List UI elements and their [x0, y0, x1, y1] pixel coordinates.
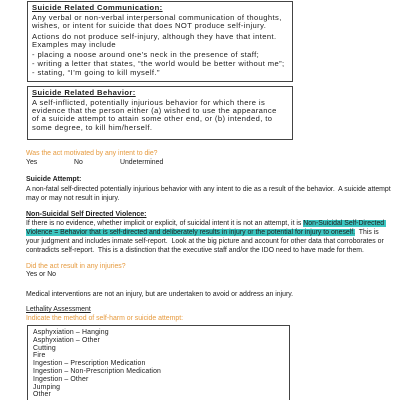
- method-item: Ingestion – Other: [33, 375, 89, 383]
- text-line: evidence that the person either (a) wished to use the appearance: [32, 106, 277, 116]
- suicide-attempt-definition: A non-fatal self-directed potentially injurious behavior with any intent to die as a result of the behavior. A suicide attempt may or may not result in injury.: [26, 185, 393, 202]
- list-item: - placing a noose around one’s neck in the presence of staff;: [32, 50, 260, 60]
- method-list-box: [27, 325, 290, 400]
- suicide-related-communication-box: [27, 1, 293, 82]
- text-line: some degree, to kill him/herself.: [32, 122, 153, 132]
- method-item: Fire: [33, 352, 46, 360]
- method-item: Other: [33, 391, 51, 399]
- text-line: of a suicide attempt to attain some other end, or (b) intended, to: [32, 114, 273, 124]
- medical-intervention-note: Medical interventions are not an injury, but are undertaken to avoid or address an injury.: [26, 290, 294, 298]
- lethality-prompt: Indicate the method of self-harm or suicide attempt:: [26, 315, 184, 322]
- box-title: Suicide Related Behavior:: [32, 87, 136, 97]
- text-line: Actions do not produce self-injury, although they have that intent.: [32, 31, 277, 41]
- text-line: wishes, or intent for suicide that does NOT produce self-injury.: [32, 21, 267, 31]
- box-title: Suicide Related Communication:: [32, 3, 163, 12]
- list-item: - stating, “I’m going to kill myself.”: [32, 68, 160, 78]
- text-line: Any verbal or non-verbal interpersonal communication of thoughts,: [32, 13, 282, 22]
- note-text: [32, 33, 292, 50]
- method-item: Ingestion – Non-Prescription Medication: [33, 367, 162, 375]
- method-item: Cutting: [33, 344, 56, 352]
- injury-question: Did the act result in any injuries?: [26, 262, 126, 270]
- examples-list: [32, 50, 292, 77]
- list-item: - writing a letter that states, “the world would be better without me”;: [32, 59, 285, 69]
- lethality-assessment-heading: Lethality Assessment: [26, 306, 91, 313]
- nssdv-text-after: This is your judgment and includes inmate self-report. Look at the big picture and account for other data that corroborates or contradicts self-report. This is a distinction that the executive staff and/or the IDO need to have made for them.: [26, 228, 386, 254]
- intent-option-undetermined: Undetermined: [120, 158, 164, 166]
- definition-text: [32, 14, 292, 31]
- suicide-attempt-heading: Suicide Attempt:: [26, 176, 82, 183]
- text-line: A self-inflicted, potentially injurious behavior for which there is: [32, 98, 266, 107]
- method-item: Asphyxiation – Other: [33, 336, 100, 344]
- nssdv-definition: [26, 219, 392, 255]
- method-item: Ingestion – Prescription Medication: [33, 360, 146, 368]
- text-line: Examples may include: [32, 39, 116, 49]
- suicide-related-behavior-box: [27, 86, 293, 140]
- injury-options: Yes or No: [26, 271, 57, 278]
- method-item: Jumping: [33, 383, 61, 391]
- method-item: Asphyxiation – Hanging: [33, 329, 109, 336]
- definition-text: [32, 99, 292, 132]
- nssdv-highlighted-definition: Non-Suicidal Self-Directed Violence = Behavior that is self-directed and deliberately results in injury or the potential for injury to oneself.: [26, 219, 387, 236]
- intent-question: Was the act motivated by any intent to die?: [26, 149, 158, 157]
- nssdv-heading: Non-Suicidal Self Directed Violence:: [26, 210, 147, 218]
- intent-option-no: No: [74, 158, 83, 166]
- intent-option-yes: Yes: [26, 158, 38, 166]
- nssdv-text-before: If there is no evidence, whether implicit or explicit, of suicidal intent it is not an attempt, it is: [26, 219, 304, 227]
